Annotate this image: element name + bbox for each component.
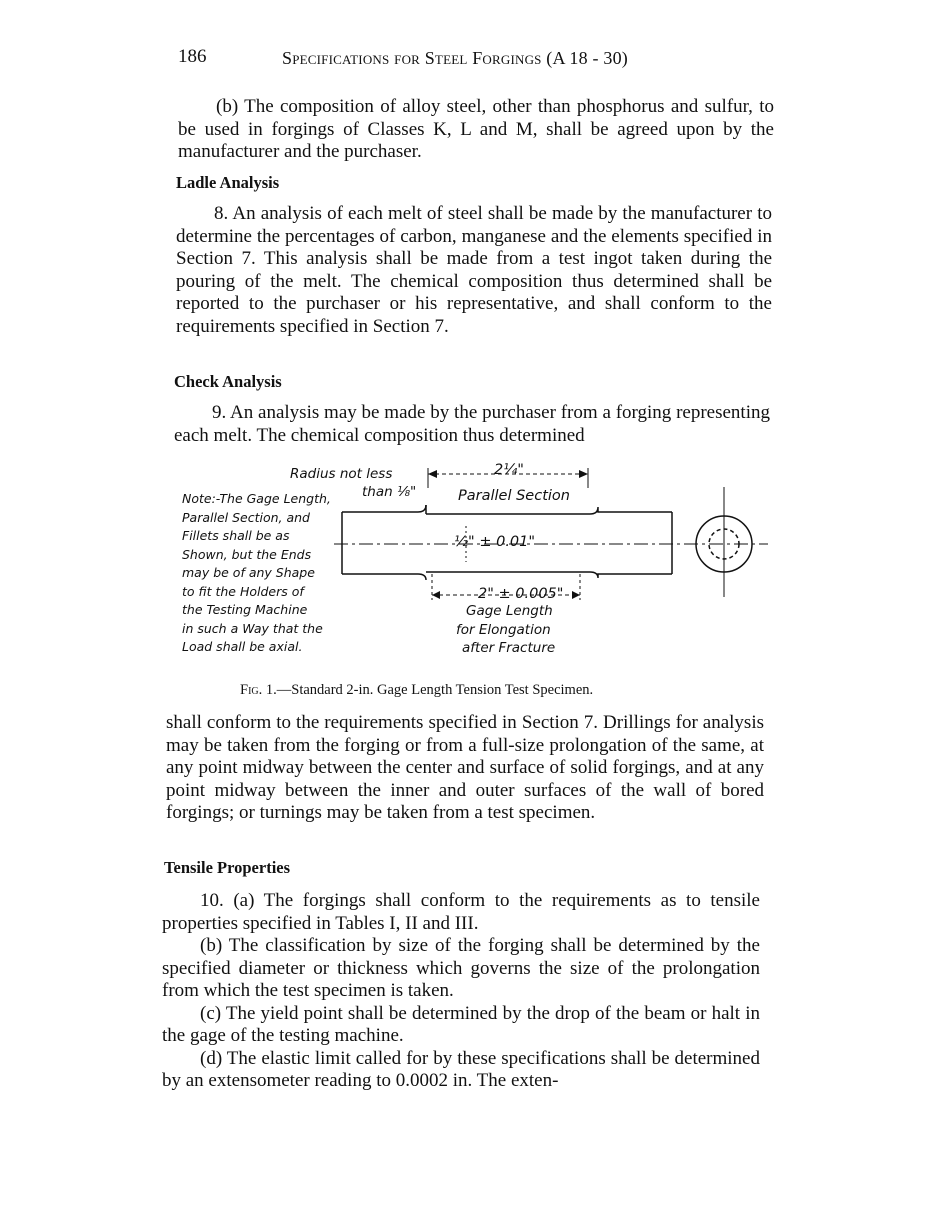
- gage-arrowhead-right: [572, 591, 580, 599]
- paragraph-9-continued: [166, 712, 764, 825]
- arrowhead-left: [428, 470, 437, 478]
- note-line: in such a Way that the: [182, 620, 323, 636]
- figure-caption-text: —Standard 2-in. Gage Length Tension Test Specimen.: [276, 682, 594, 698]
- figure-tension-specimen: [176, 462, 776, 662]
- gage-label-line-1: Gage Length: [466, 603, 553, 619]
- left-grip-outline: [342, 505, 426, 580]
- heading-ladle-analysis: Ladle Analysis: [176, 173, 280, 192]
- heading-check-analysis: Check Analysis: [174, 372, 282, 391]
- paragraph-10c-text: (c) The yield point shall be determined by the drop of the beam or halt in the gage of the testing machine.: [162, 1002, 760, 1046]
- paragraph-7b: [178, 96, 774, 164]
- page-number: 186: [178, 46, 207, 67]
- paragraph-8: [176, 203, 772, 338]
- paragraph-9-start: [174, 402, 770, 447]
- figure-number: Fig. 1.: [240, 682, 277, 698]
- paragraph-9-start-text: 9. An analysis may be made by the purchaser from a forging representing each melt. The chemical composition thus determined: [174, 402, 770, 446]
- paragraph-9-continued-text: shall conform to the requirements specified in Section 7. Drillings for analysis may be taken from the forging or from a full-size prolongation of the same, at any point midway between the center and surface of solid forgings, and at any point midway between the inner and outer surfaces of the wall of bored forgings; or turnings may be taken from a test specimen.: [166, 712, 764, 823]
- paragraph-8-text: 8. An analysis of each melt of steel shall be made by the manufacturer to determine the percentages of carbon, manganese and the elements specified in Section 7. This analysis shall be made from a test ingot taken during the pouring of the melt. The chemical composition thus determined shall be reported to the purchaser or his representative, and shall conform to the requirements specified in Section 7.: [176, 203, 772, 337]
- note-line: Fillets shall be as: [182, 528, 290, 543]
- figure-caption: [240, 682, 593, 699]
- note-line: the Testing Machine: [182, 602, 308, 617]
- running-title: Specifications for Steel Forgings (A 18 - 30): [282, 48, 628, 68]
- right-grip-outline: [590, 507, 672, 578]
- paragraph-10: [162, 890, 760, 1093]
- parallel-section-label: Parallel Section: [458, 488, 570, 504]
- paragraph-10d-text: (d) The elastic limit called for by these specifications shall be determined by an extensometer reading to 0.0002 in. The exten-: [162, 1047, 760, 1091]
- paragraph-10b-text: (b) The classification by size of the forging shall be determined by the specified diameter or thickness which governs the size of the prolongation from which the test specimen is taken.: [162, 935, 760, 1001]
- gage-label-line-2: for Elongation: [456, 622, 551, 638]
- radius-label-line-2: than ⅛": [362, 484, 417, 500]
- note-line: Parallel Section, and: [182, 509, 310, 525]
- running-head: [178, 46, 778, 72]
- parallel-length-label: 2¼": [494, 462, 524, 478]
- radius-label-line-1: Radius not less: [290, 466, 393, 482]
- gage-label-line-3: after Fracture: [462, 640, 556, 656]
- note-line: to fit the Holders of: [182, 583, 304, 599]
- heading-tensile-properties: Tensile Properties: [164, 858, 291, 877]
- paragraph-10a-text: 10. (a) The forgings shall conform to the requirements as to tensile properties specified in Tables I, II and III.: [162, 890, 760, 934]
- note-line: Shown, but the Ends: [182, 546, 312, 562]
- paragraph-7b-text: (b) The composition of alloy steel, other than phosphorus and sulfur, to be used in forgings of Classes K, L and M, shall be agreed upon by the manufacturer and the purchaser.: [178, 96, 774, 162]
- note-line: Note:-The Gage Length,: [182, 491, 331, 506]
- note-line: may be of any Shape: [182, 565, 315, 580]
- figure-note: [182, 490, 342, 657]
- arrowhead-right: [579, 470, 588, 478]
- diameter-label: ½" ± 0.01": [454, 534, 536, 550]
- gage-dimension-label: 2" ± 0.005": [478, 586, 564, 602]
- note-line: Load shall be axial.: [182, 639, 303, 654]
- gage-arrowhead-left: [432, 591, 440, 599]
